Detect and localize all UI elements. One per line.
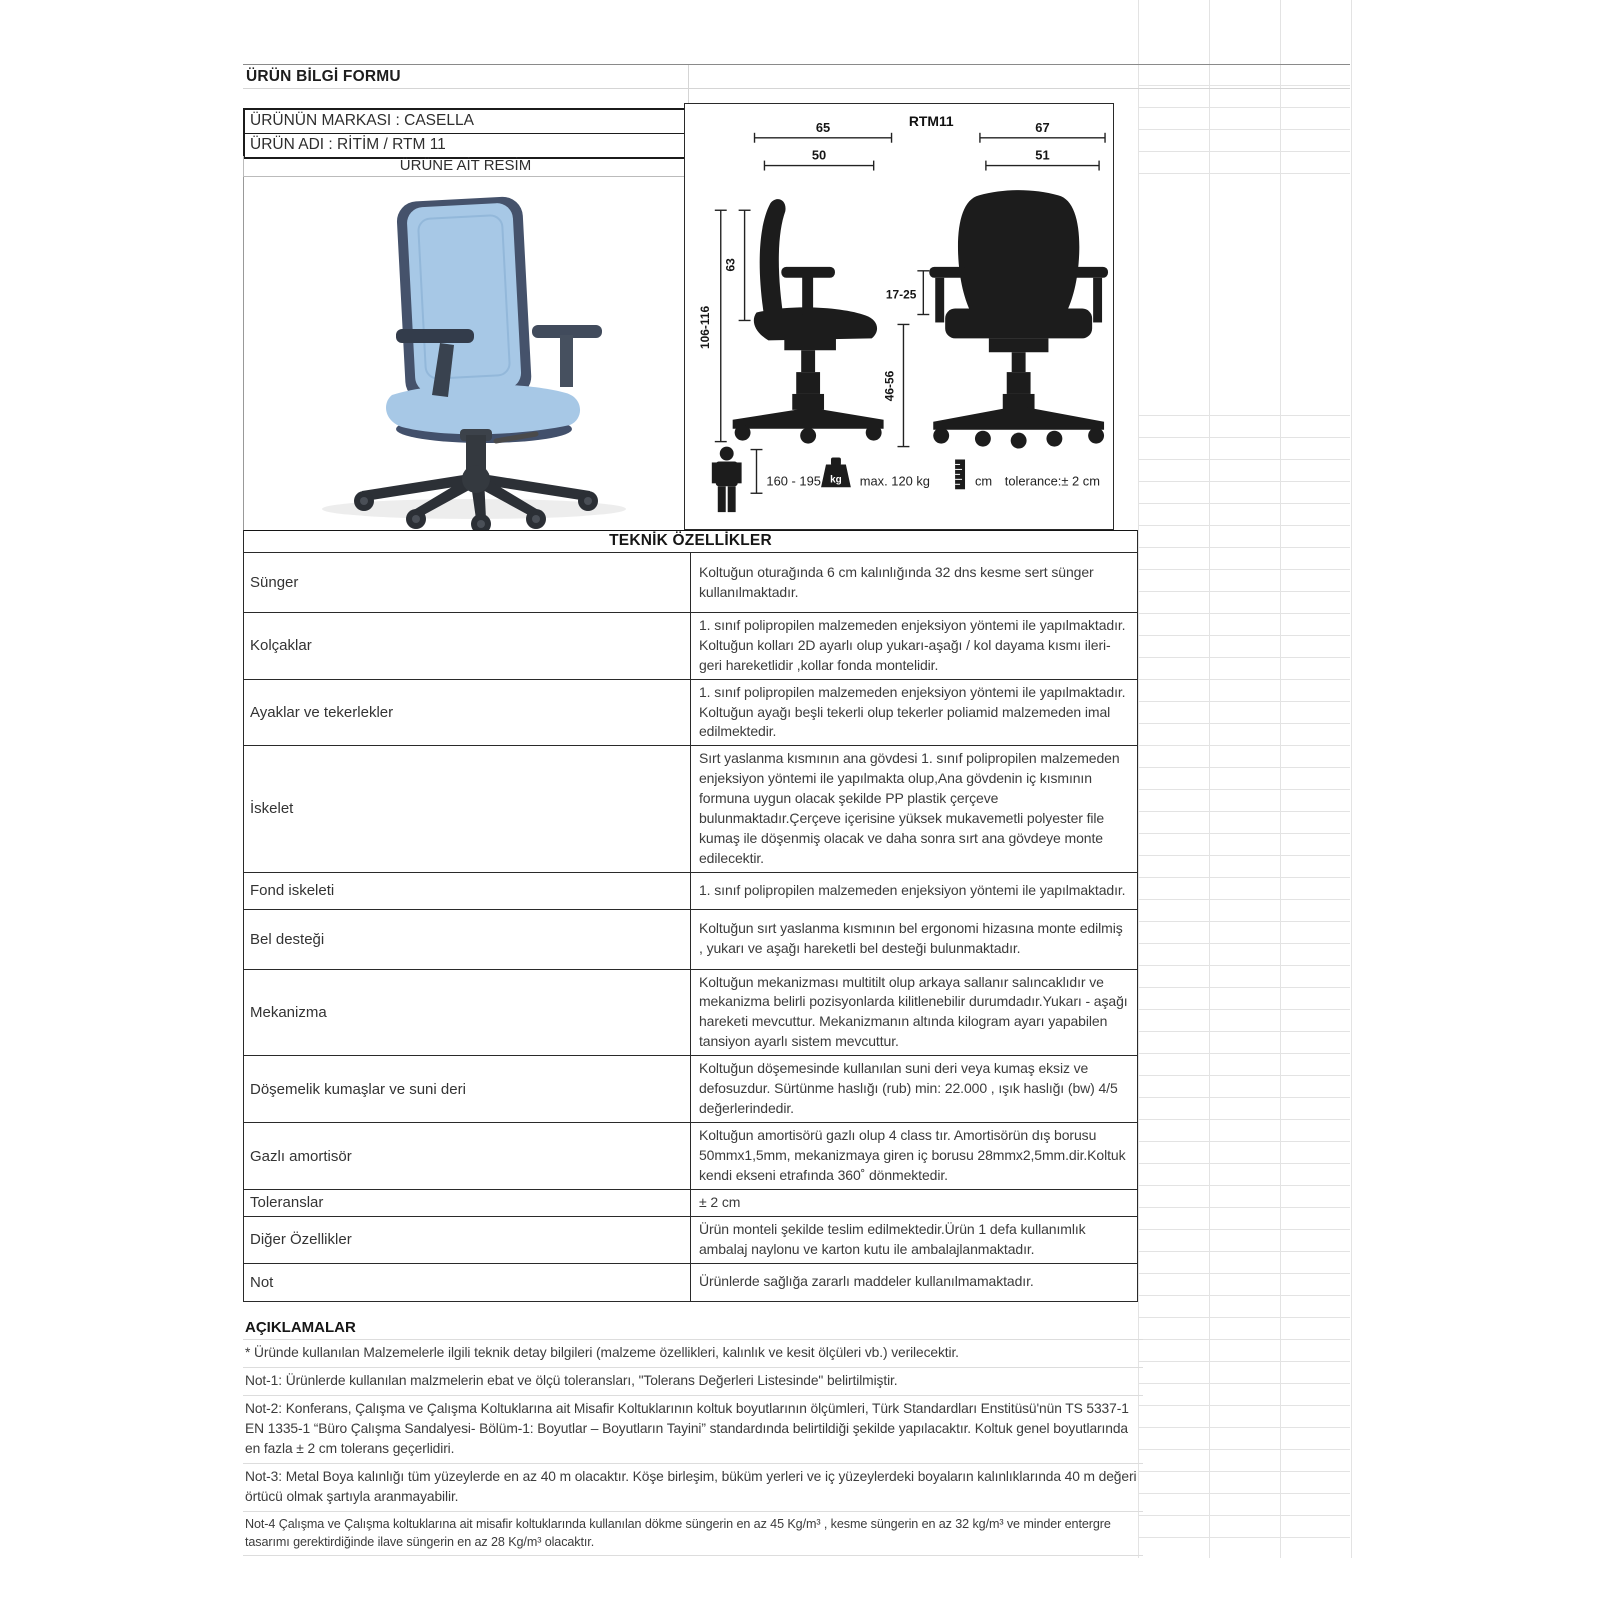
spec-value: Ürün monteli şekilde teslim edilmektedir.Ürün 1 defa kullanımlık ambalaj naylonu ve karton kutu ile ambalajlanmaktadır. xyxy=(691,1216,1138,1263)
table-row xyxy=(244,1190,1138,1217)
background-grid-rows-main xyxy=(1138,394,1350,1558)
spec-label: İskelet xyxy=(244,746,691,872)
note-1: Not-1: Ürünlerde kullanılan malzmelerin ebat ve ölçü toleransları, "Tolerans Değerleri Listesinde" belirtilmiştir. xyxy=(243,1368,1143,1396)
spec-label: Ayaklar ve tekerlekler xyxy=(244,679,691,746)
note-3: Not-3: Metal Boya kalınlığı tüm yüzeylerde en az 40 m olacaktır. Köşe birleşim, büküm yerleri ve iç yüzeylerdeki boyaların kalınlıklarında 40 m değeri örtücü olmak şartıyla aranmayabilir. xyxy=(243,1464,1143,1512)
technical-specs-table xyxy=(243,530,1138,1302)
dim-side-seat-width: 50 xyxy=(811,147,827,163)
dim-front-total-width: 67 xyxy=(1035,119,1050,135)
max-weight-pictogram xyxy=(821,457,930,488)
model-label: RTM11 xyxy=(908,112,954,129)
weight-unit-label: kg xyxy=(830,474,842,486)
user-height-pictogram xyxy=(712,447,821,513)
table-row xyxy=(244,1263,1138,1301)
spec-label: Diğer Özellikler xyxy=(244,1216,691,1263)
table-row xyxy=(244,1123,1138,1190)
dim-armrest-height: 17-25 xyxy=(885,287,917,302)
tolerance-label: tolerance:± 2 cm xyxy=(1004,473,1100,489)
dim-front-seat-width: 51 xyxy=(1035,147,1050,163)
spec-label: Not xyxy=(244,1263,691,1301)
spec-value: Sırt yaslanma kısmının ana gövdesi 1. sınıf polipropilen malzemeden enjeksiyon yöntemi ile yapılmakta olup,Ana gövdenin iç kısmının formuna uygun olacak şekilde PP plastik çerçeve bulunmaktadır.Çerçeve içerisine yüksek mukavemetli polyester file kumaş ile döşenmiş olacak ve daha sonra sırt ana gövdeye monte edilecektir. xyxy=(691,746,1138,872)
note-2: Not-2: Konferans, Çalışma ve Çalışma Koltuklarına ait Misafir Koltuklarının koltuk boyutlarının ölçümleri, Türk Standardları Enstitüsü'nün TS 5337-1 EN 1335-1 “Büro Çalışma Sandalyesi- Bölüm-1: Boyutlar – Boyutların Tayini” standardında belirtildiği şekilde yapılacaktır. Koltuk genel boyutlarında en fazla ± 2 cm tolerans geçerlidiri. xyxy=(243,1396,1143,1464)
tolerance-pictogram xyxy=(955,459,1100,489)
table-row xyxy=(244,679,1138,746)
spec-value: ± 2 cm xyxy=(691,1190,1138,1217)
table-row xyxy=(244,872,1138,909)
spec-value: Koltuğun mekanizması multitilt olup arkaya sallanır salıncaklıdır ve mekanizma belirli pozisyonlarda kilitlenebilir durumdadır.Yukarı - aşağı hareketi mevcuttur. Mekanizmanın altında kilogram ayarı yapabilen tansiyon ayarlı sistem mevcuttur. xyxy=(691,969,1138,1056)
spec-label: Toleranslar xyxy=(244,1190,691,1217)
table-row xyxy=(244,746,1138,872)
dim-overall-height: 106-116 xyxy=(697,305,712,349)
top-section xyxy=(243,64,1138,530)
spec-label: Sünger xyxy=(244,553,691,613)
notes-header: AÇIKLAMALAR xyxy=(243,1315,1143,1340)
table-row xyxy=(244,909,1138,969)
brand-row: ÜRÜNÜN MARKASI : CASELLA xyxy=(245,110,688,134)
dimension-diagram xyxy=(685,104,1112,528)
spec-value: Ürünlerde sağlığa zararlı maddeler kullanılmamaktadır. xyxy=(691,1263,1138,1301)
background-grid-rows-top xyxy=(1138,64,1350,175)
form-sheet xyxy=(243,64,1138,1556)
user-height-label: 160 - 195 xyxy=(766,473,821,489)
notes-section xyxy=(243,1315,1143,1557)
spec-value: 1. sınıf polipropilen malzemeden enjeksiyon yöntemi ile yapılmaktadır. Koltuğun ayağı beşli tekerli olup tekerler poliamid malzemeden imal edilmektedir. xyxy=(691,679,1138,746)
spec-label: Gazlı amortisör xyxy=(244,1123,691,1190)
max-weight-label: max. 120 kg xyxy=(859,473,930,489)
spec-value: 1. sınıf polipropilen malzemeden enjeksiyon yöntemi ile yapılmaktadır. xyxy=(691,872,1138,909)
spec-value: Koltuğun amortisörü gazlı olup 4 class tır. Amortisörün dış borusu 50mmx1,5mm, mekanizmaya giren iç borusu 28mmx2,5mm.dir.Koltuk kendi ekseni etrafında 360˚ dönmektedir. xyxy=(691,1123,1138,1190)
spec-label: Kolçaklar xyxy=(244,613,691,680)
tech-table-header: TEKNİK ÖZELLİKLER xyxy=(244,531,1138,553)
product-identity-box xyxy=(243,108,690,159)
table-row xyxy=(244,613,1138,680)
spec-label: Bel desteği xyxy=(244,909,691,969)
note-4: Not-4 Çalışma ve Çalışma koltuklarına ait misafir koltuklarında kullanılan dökme süngerin en az 45 Kg/m³ , kesme süngerin en az 32 kg/m³ ve minder entergre tasarımı gerektirdiğinde ilave süngerin en az 28 Kg/m³ olacaktır. xyxy=(243,1512,1143,1557)
table-row xyxy=(244,1216,1138,1263)
spec-label: Fond iskeleti xyxy=(244,872,691,909)
spec-value: Koltuğun sırt yaslanma kısmının bel ergonomi hizasına monte edilmiş , yukarı ve aşağı hareketli bel desteği bulunmaktadır. xyxy=(691,909,1138,969)
product-name-row: ÜRÜN ADI : RİTİM / RTM 11 xyxy=(250,136,446,153)
dim-backrest-height: 63 xyxy=(723,258,738,272)
image-caption: ÜRÜNE AİT RESİM xyxy=(243,156,688,177)
chair-photo-illustration xyxy=(244,177,687,530)
spec-value: Koltuğun oturağında 6 cm kalınlığında 32 dns kesme sert sünger kullanılmaktadır. xyxy=(691,553,1138,613)
product-photo xyxy=(243,177,687,530)
page-title: ÜRÜN BİLGİ FORMU xyxy=(246,68,401,85)
spec-label: Döşemelik kumaşlar ve suni deri xyxy=(244,1056,691,1123)
chair-front-view xyxy=(929,190,1108,448)
spec-value: 1. sınıf polipropilen malzemeden enjeksiyon yöntemi ile yapılmaktadır. Koltuğun kolları 2D ayarlı olup yukarı-aşağı / kol dayama kısmı ileri-geri hareketlidir ,kollar fonda montelidir. xyxy=(691,613,1138,680)
spec-value: Koltuğun döşemesinde kullanılan suni deri veya kumaş eksiz ve defosuzdur. Sürtünme haslığı (rub) min: 22.000 , ışık haslığı (bw) 4/5 değerlerindedir. xyxy=(691,1056,1138,1123)
note-asterisk: * Üründe kullanılan Malzemelerle ilgili teknik detay bilgileri (malzeme özellikleri, kalınlık ve kesit ölçüleri vb.) verilecektir. xyxy=(243,1340,1143,1368)
dimension-diagram-panel xyxy=(684,103,1114,530)
chair-side-view xyxy=(733,199,884,443)
dim-seat-height: 46-56 xyxy=(882,370,897,402)
table-row xyxy=(244,969,1138,1056)
dim-side-total-width: 65 xyxy=(815,119,831,135)
unit-label: cm xyxy=(974,473,993,489)
table-row xyxy=(244,553,1138,613)
spec-label: Mekanizma xyxy=(244,969,691,1056)
table-row xyxy=(244,1056,1138,1123)
